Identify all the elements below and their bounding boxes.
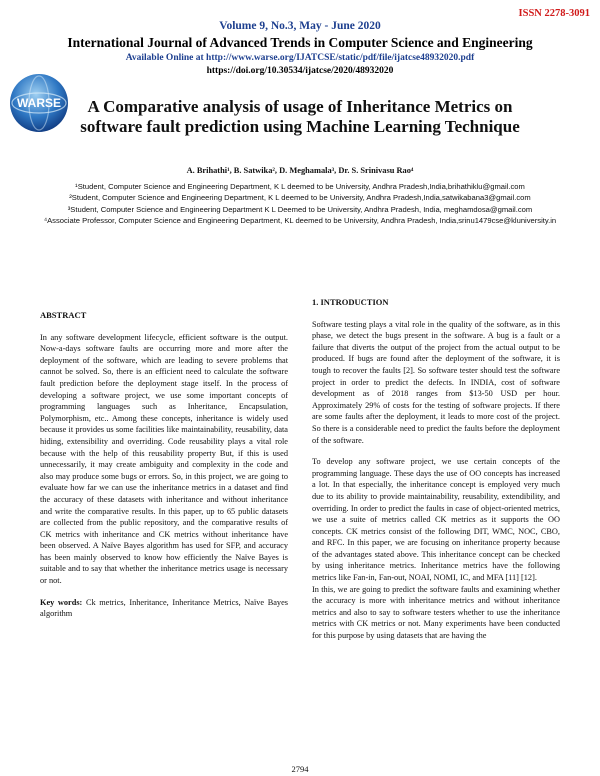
doi-link[interactable]: https://doi.org/10.30534/ijatcse/2020/48932020: [206, 66, 394, 76]
affiliation-3: ³Student, Computer Science and Engineering Department K L Deemed to be University, Andhra Pradesh, India, meghamdosa@gmail.com: [67, 204, 533, 214]
affiliation-2: ²Student, Computer Science and Engineering Department, K L deemed to be University, Andhra Pradesh,India,satwikabana3@gmail.com: [69, 193, 531, 203]
abstract-heading: ABSTRACT: [40, 310, 87, 320]
introduction-heading: 1. INTRODUCTION: [312, 297, 389, 307]
keywords-line: [40, 597, 288, 620]
keywords-text: Ck metrics, Inheritance, Inheritance Metrics, Naïve Bayes algorithm: [40, 597, 288, 619]
abstract-text: In any software development lifecycle, efficient software is the output. Now-a-days software faults are occurring more and more after the deployment of the software, which are leading to severe problems that cannot be solved. So, there is an efficient need to calculate the software fault prediction before the deployment stage itself. In the process of developing a software project, we use some important concepts of programming languages such as Inheritance, Encapsulation, Polymorphism, etc.. Among these concepts, inheritance is widely used because it provides us some facilities like maintainability, reusability, data hiding, extensibility and overriding. Code reusability plays a vital role because with the help of this reusability property But, if this is used unnecessarily, it may create ambiguity and complexity in the code and also may produce some bugs or errors. So, in this project, we are going to evaluate how far we can use the inheritance metrics in a dataset and find the accuracy of these datasets with inheritance and without inheritance and write the comparative results. In this paper, up to 65 public datasets are collected from the public repository, and the comparative results of CK metrics with inheritance and CK metrics without inheritance have been observed. A Naïve Bayes algorithm has used for SFP, and accuracy has been mainly observed to know how efficiently the Naïve Bayes is suitable and to say that whether the inheritance metrics usage is necessary or not.: [40, 332, 288, 586]
intro-paragraph-1: Software testing plays a vital role in the quality of the software, as in this phase, we detect the bugs present in the software. A bug is a fault or a failure that diverts the output of the project from the actual output to be produced. If bugs are found after the deployment of the software, it is tough to recover the faults [2]. So software tester should test the software project in order to predict the defects. In INDIA, cost of software development as of 2018 ranges from $13-50 USD per hour. Approximately 29% of costs for the testing of software projects. If there are some faults after the deployment, it leads to more cost of the project. So there is a considerable need to predict the faults before the deployment of the software.: [312, 319, 560, 445]
abstract-column: [40, 310, 288, 630]
affiliation-4: ⁴Associate Professor, Computer Science and Engineering Department, KL deemed to be University, Andhra Pradesh, India,srinu1479cse@kluniversity.in: [43, 215, 557, 225]
keywords-label: Key words:: [40, 597, 83, 607]
issn-label: ISSN 2278-3091: [518, 8, 590, 19]
affiliations: [40, 181, 560, 226]
intro-paragraph-2: To develop any software project, we use certain concepts of the programming language. These days the use of OO concepts has increased a lot. In that especially, the inheritance concept is employed very much due to its ability to provide maintainability, reusability, extendibility, and overriding. In order to predict the faults in case of object-oriented metrics, we use a suite of metrics called CK metrics as it supports the OO concepts. CK metrics consist of the following DIT, WMC, NOC, CBO, and RFC. In this paper, we are focusing on inheritance property because of the advantages stated above. This inheritance concept can be checked by using inheritance metrics. Inheritance metrics have the following metrics like Fan-in, Fan-out, NOAI, NOMI, IC, and MFA [11] [12].: [312, 457, 560, 583]
introduction-column: [312, 297, 560, 652]
affiliation-1: ¹Student, Computer Science and Engineering Department, K L deemed to be University, Andhra Pradesh,India,brihathiklu@gmail.com: [75, 182, 525, 191]
journal-title: International Journal of Advanced Trends in Computer Science and Engineering: [67, 35, 533, 50]
authors-line: A. Brihathi¹, B. Satwika², D. Meghamala³, Dr. S. Srinivasu Rao⁴: [186, 166, 414, 175]
availability-link[interactable]: Available Online at http://www.warse.org/IJATCSE/static/pdf/file/ijatcse48932020.pdf: [125, 53, 475, 63]
page-number: 2794: [291, 764, 309, 774]
volume-line: Volume 9, No.3, May - June 2020: [219, 20, 381, 32]
intro-paragraph-3: In this, we are going to predict the software faults and examining whether the accuracy is more with inheritance metrics and without inheritance metrics and also to say to software testers whether to use the inheritance metrics with CK metrics or not. Many experiments have been conducted for this purpose by using datasets that are having the: [312, 584, 560, 641]
paper-title: A Comparative analysis of usage of Inheritance Metrics on software fault prediction using Machine Learning Technique: [80, 97, 520, 136]
logo-text: WARSE: [16, 96, 62, 110]
